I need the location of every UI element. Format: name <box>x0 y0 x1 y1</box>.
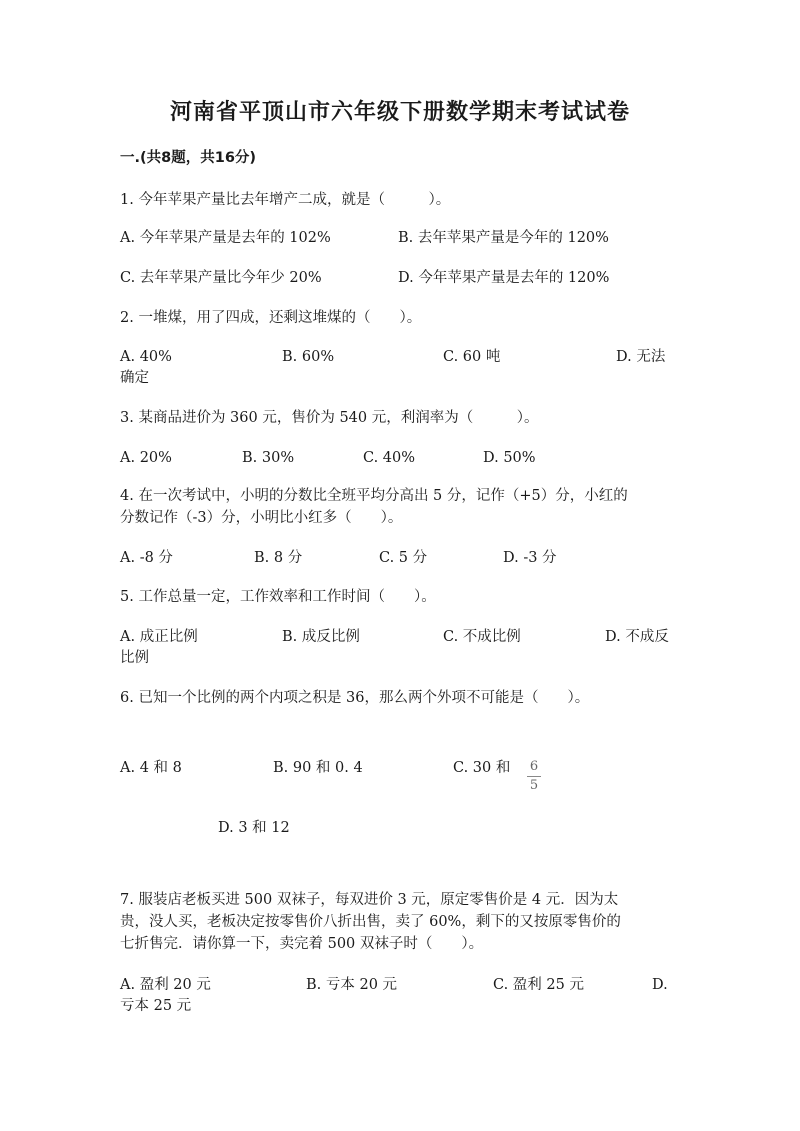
q2-option-b: B. 60% <box>282 349 335 365</box>
q7-option-d: D. <box>652 977 668 993</box>
q5-option-d-continued: 比例 <box>120 650 149 666</box>
exam-title: 河南省平顶山市六年级下册数学期末考试试卷 <box>169 100 630 125</box>
q4-option-d: D. -3 分 <box>503 550 557 566</box>
q5-option-a: A. 成正比例 <box>120 629 198 645</box>
q7-option-c: C. 盈利 25 元 <box>493 977 584 993</box>
q5-option-d: D. 不成反 <box>605 629 669 645</box>
q5-stem: 5. 工作总量一定，工作效率和工作时间（ ）。 <box>120 589 436 605</box>
q1-stem: 1. 今年苹果产量比去年增产二成，就是（ ）。 <box>120 192 451 208</box>
q5-option-b: B. 成反比例 <box>282 629 360 645</box>
q4-stem-line1: 4. 在一次考试中，小明的分数比全班平均分高出 5 分，记作（+5）分，小红的 <box>120 488 628 504</box>
q1-option-b: B. 去年苹果产量是今年的 120% <box>398 230 609 246</box>
q2-option-a: A. 40% <box>120 349 172 365</box>
q6-option-a: A. 4 和 8 <box>120 760 182 776</box>
q4-stem-line2: 分数记作（-3）分，小明比小红多（ ）。 <box>120 510 403 526</box>
q7-stem-line2: 贵，没人买，老板决定按零售价八折出售，卖了 60%，剩下的又按原零售价的 <box>120 914 621 930</box>
q6-option-c: C. 30 和 <box>453 760 511 776</box>
q7-stem-line3: 七折售完．请你算一下，卖完着 500 双袜子时（ ）。 <box>120 936 484 952</box>
fraction-denominator: 5 <box>529 778 539 793</box>
q7-stem-line1: 7. 服装店老板买进 500 双袜子，每双进价 3 元，原定零售价是 4 元．因为太 <box>120 892 619 908</box>
q6-option-b: B. 90 和 0. 4 <box>273 760 363 776</box>
q6-option-d: D. 3 和 12 <box>218 820 290 836</box>
q3-option-c: C. 40% <box>363 450 416 466</box>
q2-stem: 2. 一堆煤，用了四成，还剩这堆煤的（ ）。 <box>120 310 422 326</box>
fraction-bar <box>527 776 541 777</box>
q1-option-a: A. 今年苹果产量是去年的 102% <box>120 230 331 246</box>
q5-option-c: C. 不成比例 <box>443 629 521 645</box>
q4-option-c: C. 5 分 <box>379 550 428 566</box>
q4-option-a: A. -8 分 <box>120 550 173 566</box>
q6-stem: 6. 已知一个比例的两个内项之积是 36，那么两个外项不可能是（ ）。 <box>120 690 590 706</box>
q2-option-d-continued: 确定 <box>120 370 149 386</box>
q7-option-b: B. 亏本 20 元 <box>306 977 398 993</box>
q4-option-b: B. 8 分 <box>254 550 303 566</box>
q1-option-d: D. 今年苹果产量是去年的 120% <box>398 270 610 286</box>
q2-option-d: D. 无法 <box>616 349 666 365</box>
q7-option-d-continued: 亏本 25 元 <box>120 998 192 1014</box>
q7-option-a: A. 盈利 20 元 <box>120 977 211 993</box>
fraction-numerator: 6 <box>529 759 539 774</box>
q3-option-b: B. 30% <box>242 450 295 466</box>
q1-option-c: C. 去年苹果产量比今年少 20% <box>120 270 322 286</box>
q2-option-c: C. 60 吨 <box>443 349 501 365</box>
section-heading: 一.(共8题，共16分) <box>120 150 257 166</box>
q6-option-c-fraction <box>527 760 541 793</box>
q3-option-d: D. 50% <box>483 450 536 466</box>
q3-stem: 3. 某商品进价为 360 元，售价为 540 元，利润率为（ ）。 <box>120 410 539 426</box>
q3-option-a: A. 20% <box>120 450 172 466</box>
